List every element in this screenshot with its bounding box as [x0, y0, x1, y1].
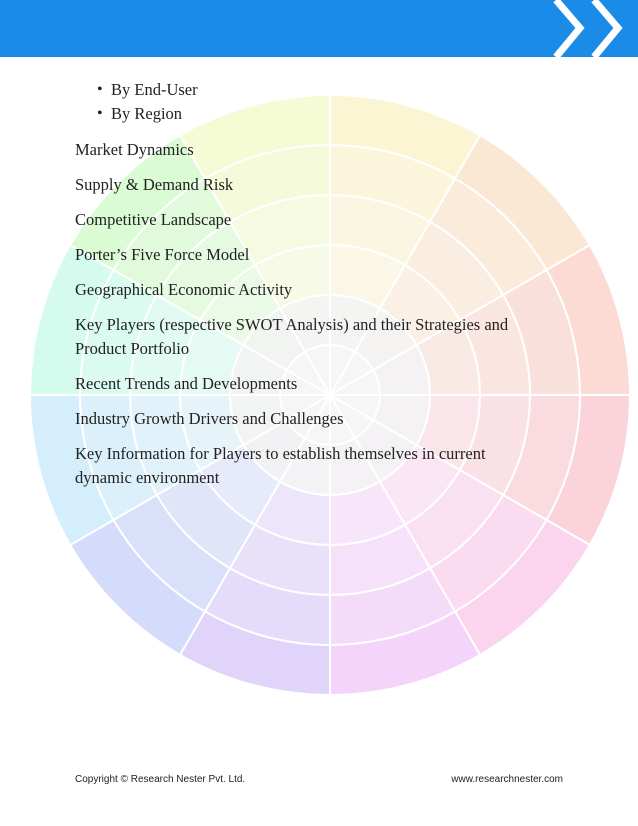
list-item: Recent Trends and Developments	[75, 374, 298, 393]
list-item: Key Players (respective SWOT Analysis) and their Strategies and Product Portfolio	[75, 315, 509, 358]
list-item: Geographical Economic Activity	[75, 280, 293, 299]
bullet-item: • By Region	[97, 102, 545, 126]
list-item: Porter’s Five Force Model	[75, 245, 250, 264]
list-item: Competitive Landscape	[75, 210, 232, 229]
list-item: Key Information for Players to establish themselves in current dynamic environment	[75, 444, 486, 487]
content	[75, 78, 545, 490]
bullet-item: • By End-User	[97, 78, 545, 102]
list-item: Industry Growth Drivers and Challenges	[75, 409, 344, 428]
list-item: Market Dynamics	[75, 140, 194, 159]
footer	[75, 774, 563, 790]
website-link[interactable]: www.researchnester.com	[451, 774, 563, 785]
list-item: Supply & Demand Risk	[75, 175, 234, 194]
bullet-list	[75, 78, 545, 126]
header-banner	[0, 0, 638, 57]
copyright-text: Copyright © Research Nester Pvt. Ltd.	[75, 774, 246, 785]
